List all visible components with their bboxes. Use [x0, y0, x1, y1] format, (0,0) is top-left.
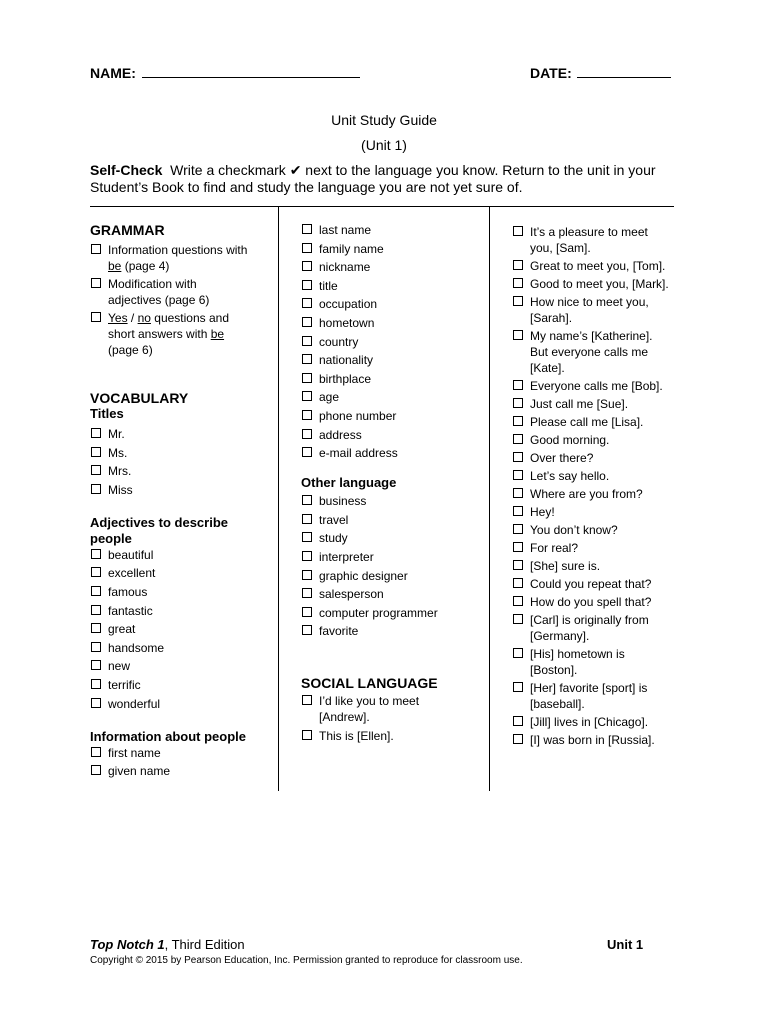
- checkbox-icon[interactable]: [91, 567, 101, 577]
- copyright-notice: Copyright © 2015 by Pearson Education, Inc. Permission granted to reproduce for classroom use.: [90, 955, 523, 966]
- checklist-item[interactable]: beautiful: [90, 547, 270, 563]
- other-language-heading: Other language: [301, 475, 397, 491]
- checkbox-icon[interactable]: [513, 542, 523, 552]
- checklist-item[interactable]: [His] hometown is [Boston].: [512, 646, 684, 678]
- titles-heading: Titles: [90, 406, 124, 421]
- checklist-item[interactable]: [She] sure is.: [512, 558, 684, 574]
- name-label: NAME:: [90, 65, 136, 81]
- checklist-item[interactable]: first name: [90, 745, 270, 761]
- checklist-item[interactable]: Hey!: [512, 504, 684, 520]
- checkbox-icon[interactable]: [513, 682, 523, 692]
- titles-list: [90, 426, 270, 498]
- checklist-item[interactable]: Just call me [Sue].: [512, 396, 684, 412]
- checkbox-icon[interactable]: [513, 296, 523, 306]
- checklist-item[interactable]: My name’s [Katherine]. But everyone calls me [Kate].: [512, 328, 684, 376]
- checklist-item[interactable]: Great to meet you, [Tom].: [512, 258, 684, 274]
- checklist-item[interactable]: wonderful: [90, 696, 270, 712]
- checklist-item[interactable]: terrific: [90, 677, 270, 693]
- page-title: Unit Study Guide: [331, 112, 437, 128]
- checklist-item[interactable]: nickname: [301, 259, 481, 275]
- checklist-item[interactable]: e-mail address: [301, 445, 481, 461]
- checkbox-icon[interactable]: [513, 434, 523, 444]
- checkbox-icon[interactable]: [91, 586, 101, 596]
- checklist-item[interactable]: [I] was born in [Russia].: [512, 732, 684, 748]
- checklist-item[interactable]: business: [301, 493, 481, 509]
- checkbox-icon[interactable]: [302, 317, 312, 327]
- checkbox-icon[interactable]: [302, 588, 312, 598]
- checklist-item[interactable]: title: [301, 278, 481, 294]
- checkbox-icon[interactable]: [91, 428, 101, 438]
- grammar-heading: GRAMMAR: [90, 222, 165, 238]
- checkbox-icon[interactable]: [91, 484, 101, 494]
- adjectives-heading: Adjectives to describe people: [90, 514, 228, 546]
- checkbox-icon[interactable]: [513, 452, 523, 462]
- checklist-item[interactable]: nationality: [301, 352, 481, 368]
- checkbox-icon[interactable]: [91, 679, 101, 689]
- checkbox-icon[interactable]: [302, 410, 312, 420]
- checklist-item[interactable]: salesperson: [301, 586, 481, 602]
- checklist-item[interactable]: interpreter: [301, 549, 481, 565]
- checklist-item[interactable]: graphic designer: [301, 568, 481, 584]
- footer-unit: Unit 1: [607, 937, 644, 952]
- column-divider: [489, 207, 490, 791]
- checkbox-icon[interactable]: [302, 695, 312, 705]
- footer-book-title: Top Notch 1, Third Edition: [90, 937, 245, 952]
- date-line: [577, 64, 671, 78]
- checkbox-icon[interactable]: [513, 648, 523, 658]
- checkbox-icon[interactable]: [91, 642, 101, 652]
- checkbox-icon[interactable]: [91, 244, 101, 254]
- checklist-item[interactable]: It’s a pleasure to meet you, [Sam].: [512, 224, 684, 256]
- checklist-item[interactable]: You don’t know?: [512, 522, 684, 538]
- date-field: [530, 64, 671, 81]
- checkbox-icon[interactable]: [302, 373, 312, 383]
- checklist-item[interactable]: occupation: [301, 296, 481, 312]
- checklist-item[interactable]: great: [90, 621, 270, 637]
- date-label: DATE:: [530, 65, 572, 81]
- checkbox-icon[interactable]: [91, 747, 101, 757]
- checklist-item[interactable]: hometown: [301, 315, 481, 331]
- checkbox-icon[interactable]: [302, 730, 312, 740]
- checkbox-icon[interactable]: [513, 380, 523, 390]
- checklist-item[interactable]: favorite: [301, 623, 481, 639]
- checkbox-icon[interactable]: [91, 698, 101, 708]
- checklist-item[interactable]: Yes / no questions and short answers with be (page 6): [90, 310, 270, 358]
- checkbox-icon[interactable]: [302, 280, 312, 290]
- checklist-item[interactable]: given name: [90, 763, 270, 779]
- checklist-item[interactable]: [Jill] lives in [Chicago].: [512, 714, 684, 730]
- checklist-item[interactable]: phone number: [301, 408, 481, 424]
- checklist-item[interactable]: Over there?: [512, 450, 684, 466]
- adjectives-list: [90, 547, 270, 712]
- checklist-item[interactable]: Could you repeat that?: [512, 576, 684, 592]
- checklist-item[interactable]: [Her] favorite [sport] is [baseball].: [512, 680, 684, 712]
- checklist-item[interactable]: Ms.: [90, 445, 270, 461]
- checklist-item[interactable]: How nice to meet you, [Sarah].: [512, 294, 684, 326]
- checkbox-icon[interactable]: [91, 278, 101, 288]
- checkbox-icon[interactable]: [513, 330, 523, 340]
- checklist-item[interactable]: Miss: [90, 482, 270, 498]
- checkbox-icon[interactable]: [302, 495, 312, 505]
- checkbox-icon[interactable]: [302, 224, 312, 234]
- checkbox-icon[interactable]: [513, 716, 523, 726]
- checklist-item[interactable]: Please call me [Lisa].: [512, 414, 684, 430]
- checkbox-icon[interactable]: [513, 560, 523, 570]
- checkbox-icon[interactable]: [302, 532, 312, 542]
- checklist-item[interactable]: This is [Ellen].: [301, 728, 481, 744]
- checkbox-icon[interactable]: [302, 261, 312, 271]
- checkbox-icon[interactable]: [91, 765, 101, 775]
- checkbox-icon[interactable]: [513, 578, 523, 588]
- column-divider: [278, 207, 279, 791]
- name-field: [90, 64, 360, 81]
- checkbox-icon[interactable]: [513, 416, 523, 426]
- checkbox-icon[interactable]: [302, 447, 312, 457]
- checklist-item[interactable]: Everyone calls me [Bob].: [512, 378, 684, 394]
- checklist-item[interactable]: fantastic: [90, 603, 270, 619]
- checklist-item[interactable]: Modification with adjectives (page 6): [90, 276, 270, 308]
- vocabulary-heading: VOCABULARY: [90, 390, 189, 406]
- checklist-item[interactable]: famous: [90, 584, 270, 600]
- information-heading: Information about people: [90, 728, 246, 744]
- checkbox-icon[interactable]: [302, 570, 312, 580]
- checkbox-icon[interactable]: [302, 298, 312, 308]
- checkbox-icon[interactable]: [302, 514, 312, 524]
- checklist-item[interactable]: travel: [301, 512, 481, 528]
- checkbox-icon[interactable]: [91, 549, 101, 559]
- checklist-item[interactable]: new: [90, 658, 270, 674]
- checkbox-icon[interactable]: [513, 470, 523, 480]
- checklist-item[interactable]: excellent: [90, 565, 270, 581]
- checkbox-icon[interactable]: [513, 488, 523, 498]
- unit-subtitle: (Unit 1): [361, 137, 407, 153]
- checkbox-icon[interactable]: [513, 260, 523, 270]
- checkbox-icon[interactable]: [302, 336, 312, 346]
- checklist-item[interactable]: Good morning.: [512, 432, 684, 448]
- checklist-item[interactable]: How do you spell that?: [512, 594, 684, 610]
- checkbox-icon[interactable]: [302, 354, 312, 364]
- checkbox-icon[interactable]: [91, 312, 101, 322]
- checklist-item[interactable]: Where are you from?: [512, 486, 684, 502]
- checkbox-icon[interactable]: [513, 734, 523, 744]
- checklist-item[interactable]: [Carl] is originally from [Germany].: [512, 612, 684, 644]
- checklist-item[interactable]: address: [301, 427, 481, 443]
- name-line: [142, 64, 360, 78]
- checkbox-icon[interactable]: [302, 607, 312, 617]
- checklist-item[interactable]: Let’s say hello.: [512, 468, 684, 484]
- instructions: [90, 162, 680, 196]
- checklist-item[interactable]: last name: [301, 222, 481, 238]
- checklist-item[interactable]: handsome: [90, 640, 270, 656]
- checkbox-icon[interactable]: [513, 524, 523, 534]
- checklist-item[interactable]: For real?: [512, 540, 684, 556]
- checkbox-icon[interactable]: [91, 660, 101, 670]
- checklist-item[interactable]: computer programmer: [301, 605, 481, 621]
- checklist-item[interactable]: Mr.: [90, 426, 270, 442]
- checklist-item[interactable]: I’d like you to meet [Andrew].: [301, 693, 481, 725]
- checklist-item[interactable]: birthplace: [301, 371, 481, 387]
- checkbox-icon[interactable]: [513, 398, 523, 408]
- checklist-item[interactable]: Good to meet you, [Mark].: [512, 276, 684, 292]
- checkbox-icon[interactable]: [513, 226, 523, 236]
- checkbox-icon[interactable]: [302, 429, 312, 439]
- checkbox-icon[interactable]: [513, 614, 523, 624]
- checklist-item[interactable]: country: [301, 334, 481, 350]
- column-2: [301, 222, 481, 744]
- checkbox-icon[interactable]: [513, 596, 523, 606]
- column-1: [90, 222, 270, 779]
- checkbox-icon[interactable]: [91, 605, 101, 615]
- checkbox-icon[interactable]: [302, 625, 312, 635]
- checkbox-icon[interactable]: [91, 623, 101, 633]
- checkbox-icon[interactable]: [513, 278, 523, 288]
- checklist-item[interactable]: family name: [301, 241, 481, 257]
- checklist-item[interactable]: Mrs.: [90, 463, 270, 479]
- checkbox-icon[interactable]: [91, 447, 101, 457]
- checklist-item[interactable]: study: [301, 530, 481, 546]
- checkbox-icon[interactable]: [513, 506, 523, 516]
- social-language-heading: SOCIAL LANGUAGE: [301, 675, 438, 692]
- checklist-item[interactable]: Information questions with be (page 4): [90, 242, 270, 274]
- checkbox-icon[interactable]: [302, 391, 312, 401]
- divider: [90, 206, 674, 207]
- checklist-item[interactable]: age: [301, 389, 481, 405]
- instructions-text: Write a checkmark ✔ next to the language you know. Return to the unit in your Student’s Book to find and study the language you are not yet sure of.: [90, 162, 656, 195]
- checkbox-icon[interactable]: [91, 465, 101, 475]
- information-list: [90, 745, 270, 780]
- checkbox-icon[interactable]: [302, 243, 312, 253]
- self-check-label: Self-Check: [90, 162, 163, 178]
- other-language-list: [301, 493, 481, 639]
- checkbox-icon[interactable]: [302, 551, 312, 561]
- column-3: [512, 224, 684, 748]
- information-list-continued: [301, 222, 481, 461]
